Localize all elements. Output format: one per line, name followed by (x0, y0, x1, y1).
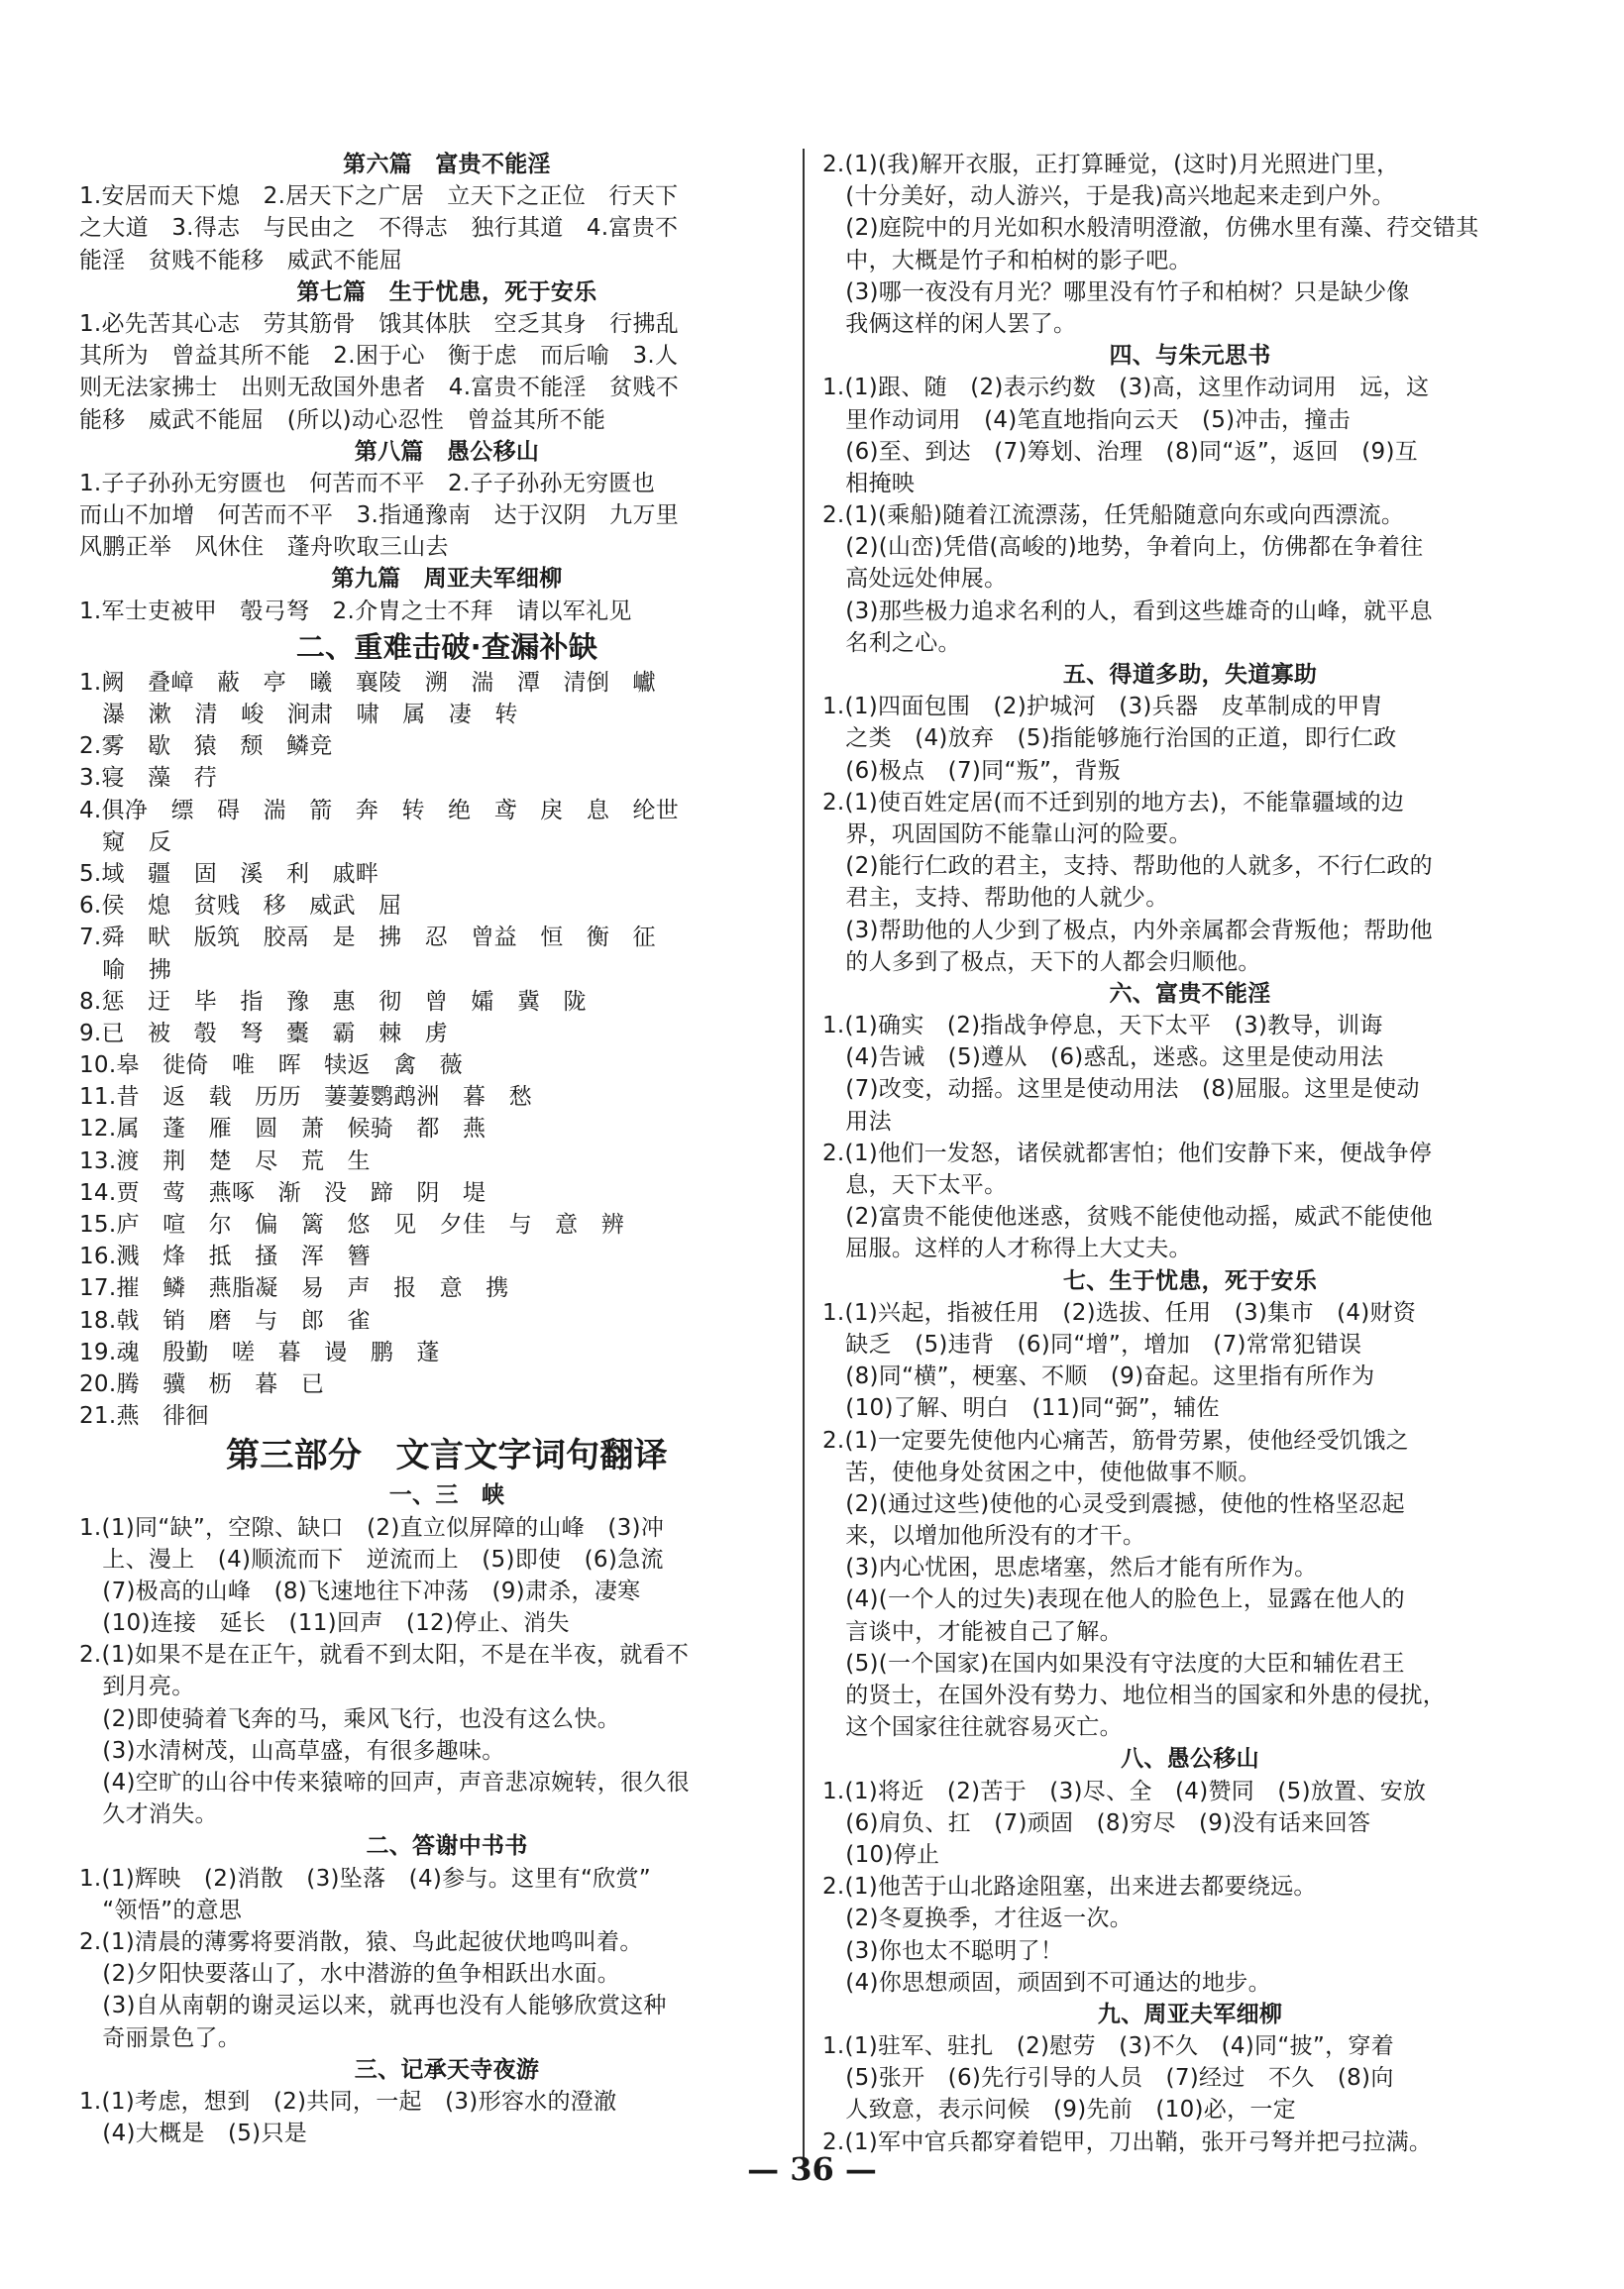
text-line: (3)水清树茂，山高草盛，有很多趣味。 (79, 1737, 505, 1764)
text-line: 12.属 蓬 雁 圆 萧 候骑 都 燕 (79, 1116, 487, 1143)
section-heading: 一、三 峡 (388, 1482, 505, 1509)
text-line: (2)能行仁政的君主，支持、帮助他的人就多，不行仁政的 (822, 853, 1433, 880)
text-line: (3)那些极力追求名利的人，看到这些雄奇的山峰，就平息 (822, 598, 1433, 624)
text-line: (2)(山峦)凭借(高峻的)地势，争着向上，仿佛都在争着往 (822, 534, 1424, 561)
text-line: (2)冬夏换季，才往返一次。 (822, 1906, 1134, 1932)
text-line: 13.渡 荆 楚 尽 荒 生 (79, 1147, 371, 1174)
text-line: 15.庐 喧 尔 偏 篱 悠 见 夕佳 与 意 辨 (79, 1212, 625, 1238)
text-line: 2.(1)他们一发怒，诸侯就都害怕；他们安静下来，便战争停 (822, 1140, 1433, 1166)
text-line: 能淫 贫贱不能移 威武不能屈 (79, 247, 403, 273)
text-line: 1.军士吏被甲 彀弓弩 2.介胄之士不拜 请以军礼见 (79, 598, 632, 624)
text-line: 2.(1)(我)解开衣服，正打算睡觉，(这时)月光照进门里， (822, 152, 1400, 177)
text-line: (7)改变，动摇。这里是使动用法 (8)屈服。这里是使动 (822, 1076, 1420, 1103)
section-heading: 第六篇 富贵不能淫 (343, 152, 551, 177)
text-line: (4)空旷的山谷中传来猿啼的回声，声音悲凉婉转，很久很 (79, 1770, 690, 1796)
text-line: 1.(1)跟、随 (2)表示约数 (3)高，这里作动词用 远，这 (822, 375, 1430, 401)
text-line: 苦，使他身处贫困之中，使他做事不顺。 (822, 1459, 1261, 1485)
section-heading: 五、得道多助，失道寡助 (1062, 662, 1318, 688)
section-heading: 第九篇 周亚夫军细柳 (331, 566, 563, 593)
text-line: (3)你也太不聪明了！ (822, 1937, 1064, 1964)
text-line: (十分美好，动人游兴，于是我)高兴地起来走到户外。 (822, 183, 1395, 210)
text-line: 缺乏 (5)违背 (6)同“增”，增加 (7)常常犯错误 (822, 1331, 1362, 1358)
text-line: (2)夕阳快要落山了，水中潜游的鱼争相跃出水面。 (79, 1961, 621, 1988)
text-line: (3)自从南朝的谢灵运以来，就再也没有人能够欣赏这种 (79, 1993, 667, 2019)
text-line: (6)极点 (7)同“叛”，背叛 (822, 757, 1122, 784)
text-line: 息，天下太平。 (822, 1172, 1008, 1198)
text-line: 的人多到了极点，天下的人都会归顺他。 (822, 948, 1261, 975)
text-line: (2)庭院中的月光如积水般清明澄澈，仿佛水里有藻、荇交错其 (822, 215, 1479, 242)
text-line: 能移 威武不能屈 (所以)动心忍性 曾益其所不能 (79, 406, 606, 433)
section-heading: 三、记承天寺夜游 (354, 2056, 540, 2083)
text-line: 之大道 3.得志 与民由之 不得志 独行其道 4.富贵不 (79, 215, 679, 242)
text-line: 1.(1)考虑，想到 (2)共同，一起 (3)形容水的澄澈 (79, 2088, 617, 2115)
text-line: (4)(一个人的过失)表现在他人的脸色上，显露在他人的 (822, 1586, 1405, 1613)
text-line: 人致意，表示问候 (9)先前 (10)必，一定 (822, 2097, 1296, 2124)
page-number: — 36 — (747, 2150, 877, 2188)
text-line: 4.俱净 缥 碍 湍 箭 奔 转 绝 鸢 戾 息 纶世 (79, 797, 680, 823)
text-line: (2)富贵不能使他迷惑，贫贱不能使他动摇，威武不能使他 (822, 1204, 1433, 1231)
text-line: 10.皋 徙倚 唯 晖 犊返 禽 薇 (79, 1052, 463, 1079)
text-line: 用法 (822, 1108, 892, 1135)
text-line: 3.寝 藻 荇 (79, 765, 218, 792)
text-line: 而山不加增 何苦而不平 3.指通豫南 达于汉阴 九万里 (79, 502, 680, 529)
text-line: 言谈中，才能被自己了解。 (822, 1618, 1123, 1645)
text-line: 界，巩固国防不能靠山河的险要。 (822, 820, 1192, 847)
text-line: 名利之心。 (822, 629, 961, 656)
text-line: (8)同“横”，梗塞、不顺 (9)奋起。这里指有所作为 (822, 1363, 1375, 1390)
section-heading: 二、重难击破·查漏补缺 (295, 629, 598, 664)
text-line: (7)极高的山峰 (8)飞速地往下冲荡 (9)肃杀，凄寒 (79, 1578, 641, 1604)
text-line: 1.(1)将近 (2)苦于 (3)尽、全 (4)赞同 (5)放置、安放 (822, 1778, 1427, 1804)
text-line: 11.昔 返 载 历历 萋萋鹦鹉洲 暮 愁 (79, 1084, 532, 1111)
text-line: 1.阙 叠嶂 蔽 亭 曦 襄陵 溯 湍 潭 清倒 巘 (79, 669, 656, 696)
text-line: 2.(1)(乘船)随着江流漂荡，任凭船随意向东或向西漂流。 (822, 502, 1405, 529)
text-line: (3)内心忧困，思虑堵塞，然后才能有所作为。 (822, 1555, 1318, 1581)
text-line: 风鹏正举 风休住 蓬舟吹取三山去 (79, 534, 449, 561)
left-column (79, 149, 814, 2149)
text-line: 2.(1)如果不是在正午，就看不到太阳，不是在半夜，就看不 (79, 1642, 690, 1669)
text-line: 2.(1)他苦于山北路途阻塞，出来进去都要绕远。 (822, 1874, 1317, 1901)
section-heading: 六、富贵不能淫 (1109, 980, 1271, 1007)
text-line: 19.魂 殷勤 嗟 暮 谩 鹏 蓬 (79, 1339, 440, 1365)
text-line: (3)哪一夜没有月光？哪里没有竹子和柏树？只是缺少像 (822, 278, 1410, 305)
text-line: 1.子子孙孙无穷匮也 何苦而不平 2.子子孙孙无穷匮也 (79, 470, 655, 496)
section-heading: 第七篇 生于忧患，死于安乐 (296, 278, 597, 305)
section-heading: 七、生于忧患，死于安乐 (1062, 1267, 1318, 1294)
text-line: 久才消失。 (79, 1801, 218, 1828)
text-line: 16.溅 烽 抵 搔 浑 簪 (79, 1244, 371, 1270)
text-line: 君主，支持、帮助他的人就少。 (822, 885, 1169, 912)
text-line: 上、漫上 (4)顺流而下 逆流而上 (5)即使 (6)急流 (79, 1546, 664, 1573)
text-line: 这个国家往往就容易灭亡。 (822, 1714, 1123, 1741)
section-heading: 二、答谢中书书 (366, 1833, 528, 1860)
text-line: 6.侯 熄 贫贱 移 威武 屈 (79, 893, 402, 920)
text-line: (10)连接 延长 (11)回声 (12)停止、消失 (79, 1610, 570, 1637)
text-line: 1.(1)驻军、驻扎 (2)慰劳 (3)不久 (4)同“披”，穿着 (822, 2033, 1394, 2060)
section-heading: 第八篇 愚公移山 (354, 438, 540, 465)
text-line: (2)即使骑着飞奔的马，乘风飞行，也没有这么快。 (79, 1705, 621, 1732)
section-heading: 八、愚公移山 (1121, 1746, 1259, 1773)
text-line: 1.(1)辉映 (2)消散 (3)坠落 (4)参与。这里有“欣赏” (79, 1865, 651, 1892)
text-line: 到月亮。 (79, 1674, 195, 1700)
text-line: 5.域 疆 固 溪 利 戚畔 (79, 860, 379, 887)
text-line: 2.(1)军中官兵都穿着铠甲，刀出鞘，张开弓弩并把弓拉满。 (822, 2128, 1433, 2155)
text-line: 21.燕 徘徊 (79, 1403, 209, 1430)
text-line: (3)帮助他的人少到了极点，内外亲属都会背叛他；帮助他 (822, 917, 1433, 943)
text-line: 高处远处伸展。 (822, 566, 1008, 593)
text-line: 相掩映 (822, 470, 916, 496)
text-line: “领悟”的意思 (79, 1897, 243, 1923)
text-line: 7.舜 畎 版筑 胶鬲 是 拂 忍 曾益 恒 衡 征 (79, 925, 656, 951)
text-line: 2.(1)清晨的薄雾将要消散，猿、鸟此起彼伏地鸣叫着。 (79, 1928, 643, 1955)
text-line: 17.摧 鳞 燕脂凝 易 声 报 意 携 (79, 1275, 509, 1302)
text-line: 其所为 曾益其所不能 2.困于心 衡于虑 而后喻 3.人 (79, 343, 679, 370)
text-line: (6)至、到达 (7)筹划、治理 (8)同“返”，返回 (9)互 (822, 438, 1419, 465)
text-line: 里作动词用 (4)笔直地指向云天 (5)冲击，撞击 (822, 406, 1351, 433)
text-line: 窥 反 (79, 828, 172, 855)
text-line: 的贤士，在国外没有势力、地位相当的国家和外患的侵扰， (822, 1683, 1447, 1708)
text-line: 1.必先苦其心志 劳其筋骨 饿其体肤 空乏其身 行拂乱 (79, 310, 680, 337)
text-line: 1.(1)同“缺”，空隙、缺口 (2)直立似屏障的山峰 (3)冲 (79, 1514, 665, 1541)
section-heading: 四、与朱元思书 (1109, 343, 1271, 370)
text-line: (6)肩负、扛 (7)顽固 (8)穷尽 (9)没有话来回答 (822, 1809, 1371, 1836)
text-line: (4)大概是 (5)只是 (79, 2121, 308, 2147)
text-line: 14.贾 莺 燕啄 渐 没 蹄 阴 堤 (79, 1179, 487, 1206)
text-line: 1.(1)兴起，指被任用 (2)选拔、任用 (3)集市 (4)财资 (822, 1299, 1417, 1326)
right-column (822, 149, 1558, 2158)
text-line: 18.戟 销 磨 与 郎 雀 (79, 1307, 371, 1334)
text-line: 8.惩 迂 毕 指 豫 惠 彻 曾 孀 冀 陇 (79, 988, 587, 1015)
text-line: 1.(1)四面包围 (2)护城河 (3)兵器 皮革制成的甲胄 (822, 694, 1383, 720)
text-line: 则无法家拂士 出则无敌国外患者 4.富贵不能淫 贫贱不 (79, 375, 680, 401)
text-line: 2.(1)使百姓定居(而不迁到别的地方去)，不能靠疆域的边 (822, 789, 1405, 816)
text-line: 奇丽景色了。 (79, 2024, 242, 2051)
text-line: 瀑 漱 清 峻 涧肃 啸 属 凄 转 (79, 702, 518, 727)
text-line: (10)停止 (822, 1841, 940, 1868)
text-line: (2)(通过这些)使他的心灵受到震撼，使他的性格坚忍起 (822, 1490, 1405, 1517)
text-line: 1.安居而天下熄 2.居天下之广居 立天下之正位 行天下 (79, 183, 679, 210)
text-line: 9.已 被 彀 弩 櫜 霸 棘 虏 (79, 1020, 449, 1046)
text-line: 1.(1)确实 (2)指战争停息，天下太平 (3)教导，训诲 (822, 1013, 1383, 1039)
text-line: (4)你思想顽固，顽固到不可通达的地步。 (822, 1969, 1271, 1996)
text-line: 20.腾 骥 枥 暮 已 (79, 1370, 325, 1397)
text-line: (5)张开 (6)先行引导的人员 (7)经过 不久 (8)向 (822, 2065, 1394, 2092)
text-line: (10)了解、明白 (11)同“弼”，辅佐 (822, 1395, 1220, 1422)
text-line: 我俩这样的闲人罢了。 (822, 310, 1077, 337)
section-heading: 九、周亚夫军细柳 (1097, 2001, 1283, 2027)
text-line: 2.(1)一定要先使他内心痛苦，筋骨劳累，使他经受饥饿之 (822, 1427, 1409, 1454)
text-line: (5)(一个国家)在国内如果没有守法度的大臣和辅佐君王 (822, 1650, 1405, 1677)
text-line: 2.雾 歇 猿 颓 鳞竞 (79, 733, 333, 760)
text-line: (4)告诫 (5)遵从 (6)惑乱，迷惑。这里是使动用法 (822, 1044, 1384, 1071)
text-line: 屈服。这样的人才称得上大丈夫。 (822, 1236, 1192, 1262)
text-line: 喻 拂 (79, 956, 172, 983)
section-heading: 第三部分 文言文字词句翻译 (226, 1436, 668, 1476)
text-line: 来，以增加他所没有的才干。 (822, 1523, 1146, 1550)
text-line: 中，大概是竹子和柏树的影子吧。 (822, 247, 1192, 273)
text-line: 之类 (4)放弃 (5)指能够施行治国的正道，即行仁政 (822, 725, 1397, 752)
